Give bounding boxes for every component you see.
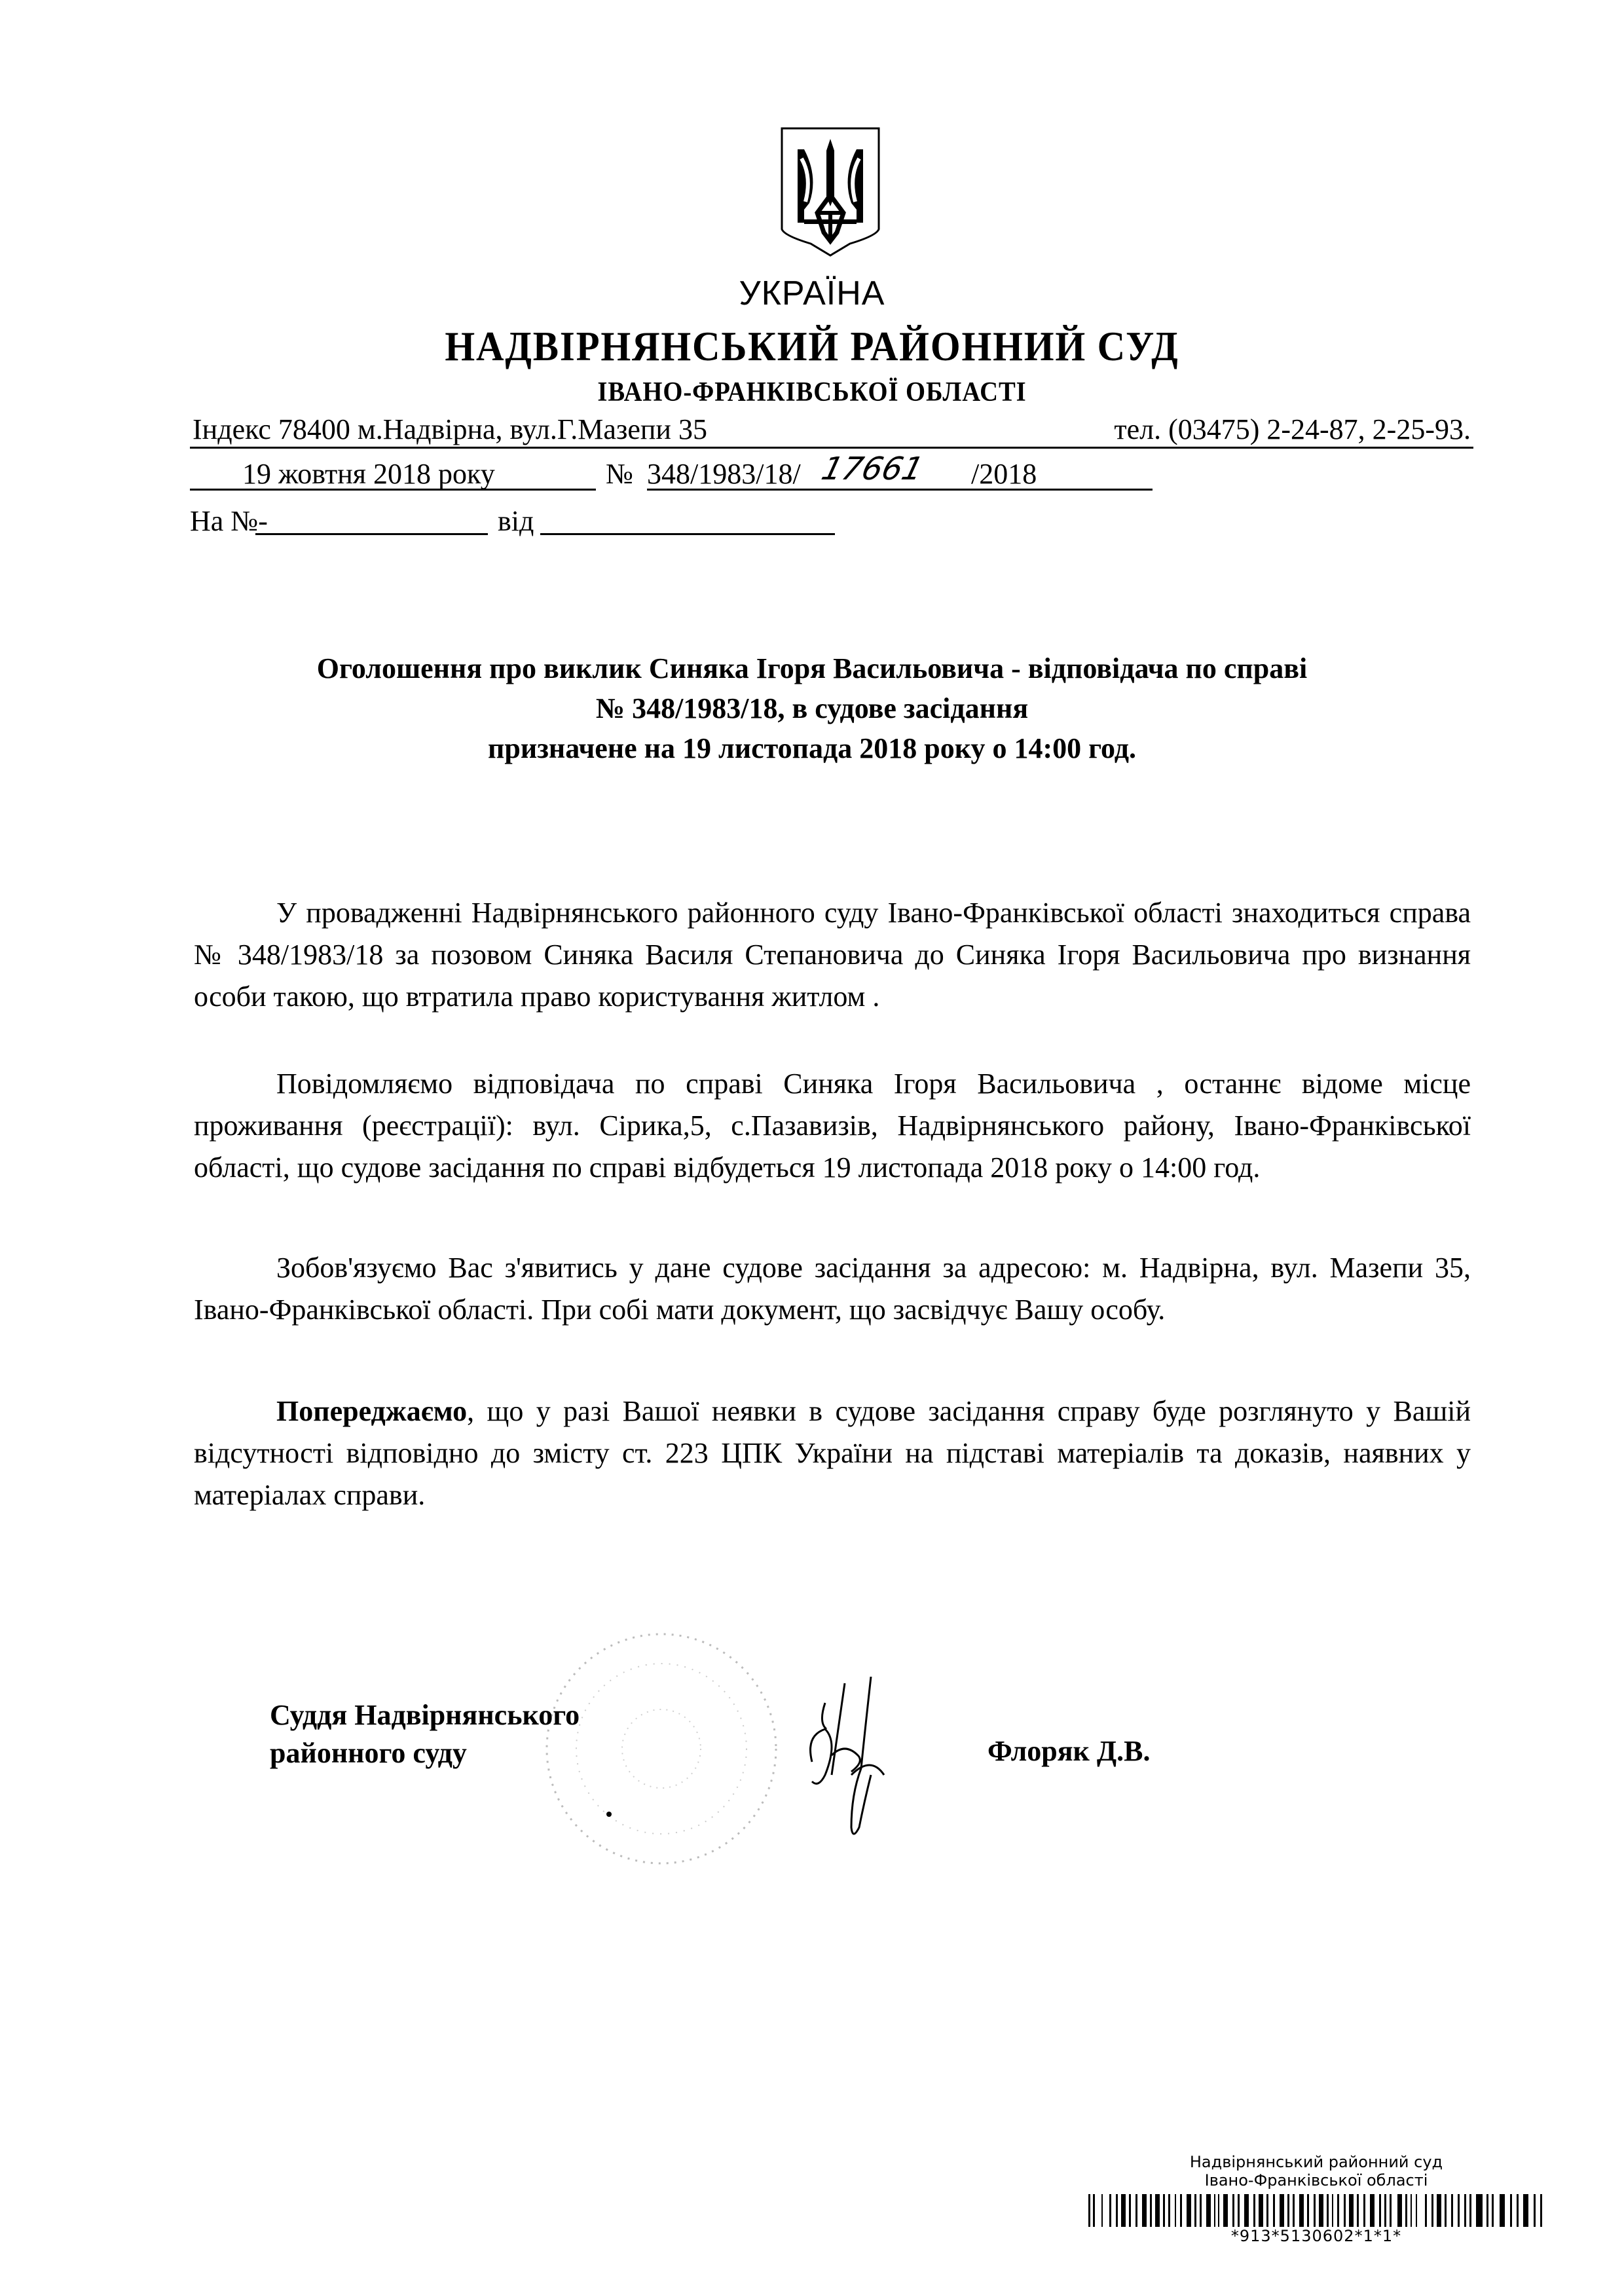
court-phone: тел. (03475) 2-24-87, 2-25-93. [1114,413,1471,445]
reference-date-blank [540,533,835,535]
document-date-field [190,458,596,491]
reference-line [190,506,845,538]
date-number-line [190,451,1153,491]
title-line-2: № 348/1983/18, в судове засідання [595,692,1029,724]
address-line [190,414,1473,449]
warning-keyword: Попереджаємо [276,1395,468,1427]
outgoing-number-year: /2018 [971,458,1037,490]
reference-date-label: від [498,505,534,537]
court-address: Індекс 78400 м.Надвірна, вул.Г.Мазепи 35 [193,413,707,445]
judge-name: Флоряк Д.В. [987,1735,1151,1767]
paragraph-warning [194,1390,1471,1516]
barcode-icon [1087,2194,1545,2227]
barcode-caption [1087,2153,1545,2190]
paragraph-notification: Повідомляємо відповідача по справі Синяка Ігоря Васильовича , останнє відоме місце проживання (реєстрації): вул. Сірика,5, с.Пазавизів, Надвірнянського району, Івано-Франківської області, що судове засідання по справі відбудеться 19 листопада 2018 року о 14:00 год. [194,1068,1471,1184]
number-sign: № [606,458,633,490]
barcode-number: *913*5130602*1*1* [1230,2227,1402,2245]
handwritten-signature-icon [786,1677,917,1840]
barcode-caption-line-2: Івано-Франківської області [1204,2171,1428,2190]
court-region: ІВАНО-ФРАНКІВСЬКОЇ ОБЛАСТІ [597,377,1027,407]
title-line-1: Оголошення про виклик Синяка Ігоря Васильовича - відповідача по справі [316,652,1308,684]
judge-title-line-2: районного суду [270,1737,467,1769]
title-line-3: призначене на 19 листопада 2018 року о 14:00 год. [488,732,1136,764]
paragraph-summons: Зобов'язуємо Вас з'явитись у дане судове засідання за адресою: м. Надвірна, вул. Мазепи 35, Івано-Франківської області. При собі мати документ, що засвідчує Вашу особу. [194,1252,1471,1326]
tryzub-coat-of-arms-icon [778,124,883,262]
reference-number-label: На №- [190,505,268,537]
warning-text: , що у разі Вашої неявки в судове засідання справу буде розглянуто у Вашій відсутності відповідно до змісту ст. 223 ЦПК України на підставі матеріалів та доказів, наявних у матеріалах справи. [194,1395,1471,1511]
outgoing-number-prefix: 348/1983/18/ [647,458,801,490]
judge-title [270,1696,580,1772]
announcement-title [196,648,1428,768]
reference-number-blank [255,533,488,535]
paragraph-case-info: У провадженні Надвірнянського районного суду Івано-Франківської області знаходиться справа № 348/1983/18 за позовом Синяка Василя Степановича до Синяка Ігоря Васильовича про визнання особи такою, що втратила право користування житлом . [194,897,1471,1013]
outgoing-number-handwritten: 17661 [818,451,927,487]
judge-title-line-1: Суддя Надвірнянського [270,1699,580,1731]
barcode-caption-line-1: Надвірнянський районний суд [1189,2153,1443,2171]
country-name: УКРАЇНА [739,274,885,312]
court-name: НАДВІРНЯНСЬКИЙ РАЙОННИЙ СУД [445,323,1179,369]
outgoing-number-field [647,451,1153,491]
document-date: 19 жовтня 2018 року [242,458,495,490]
